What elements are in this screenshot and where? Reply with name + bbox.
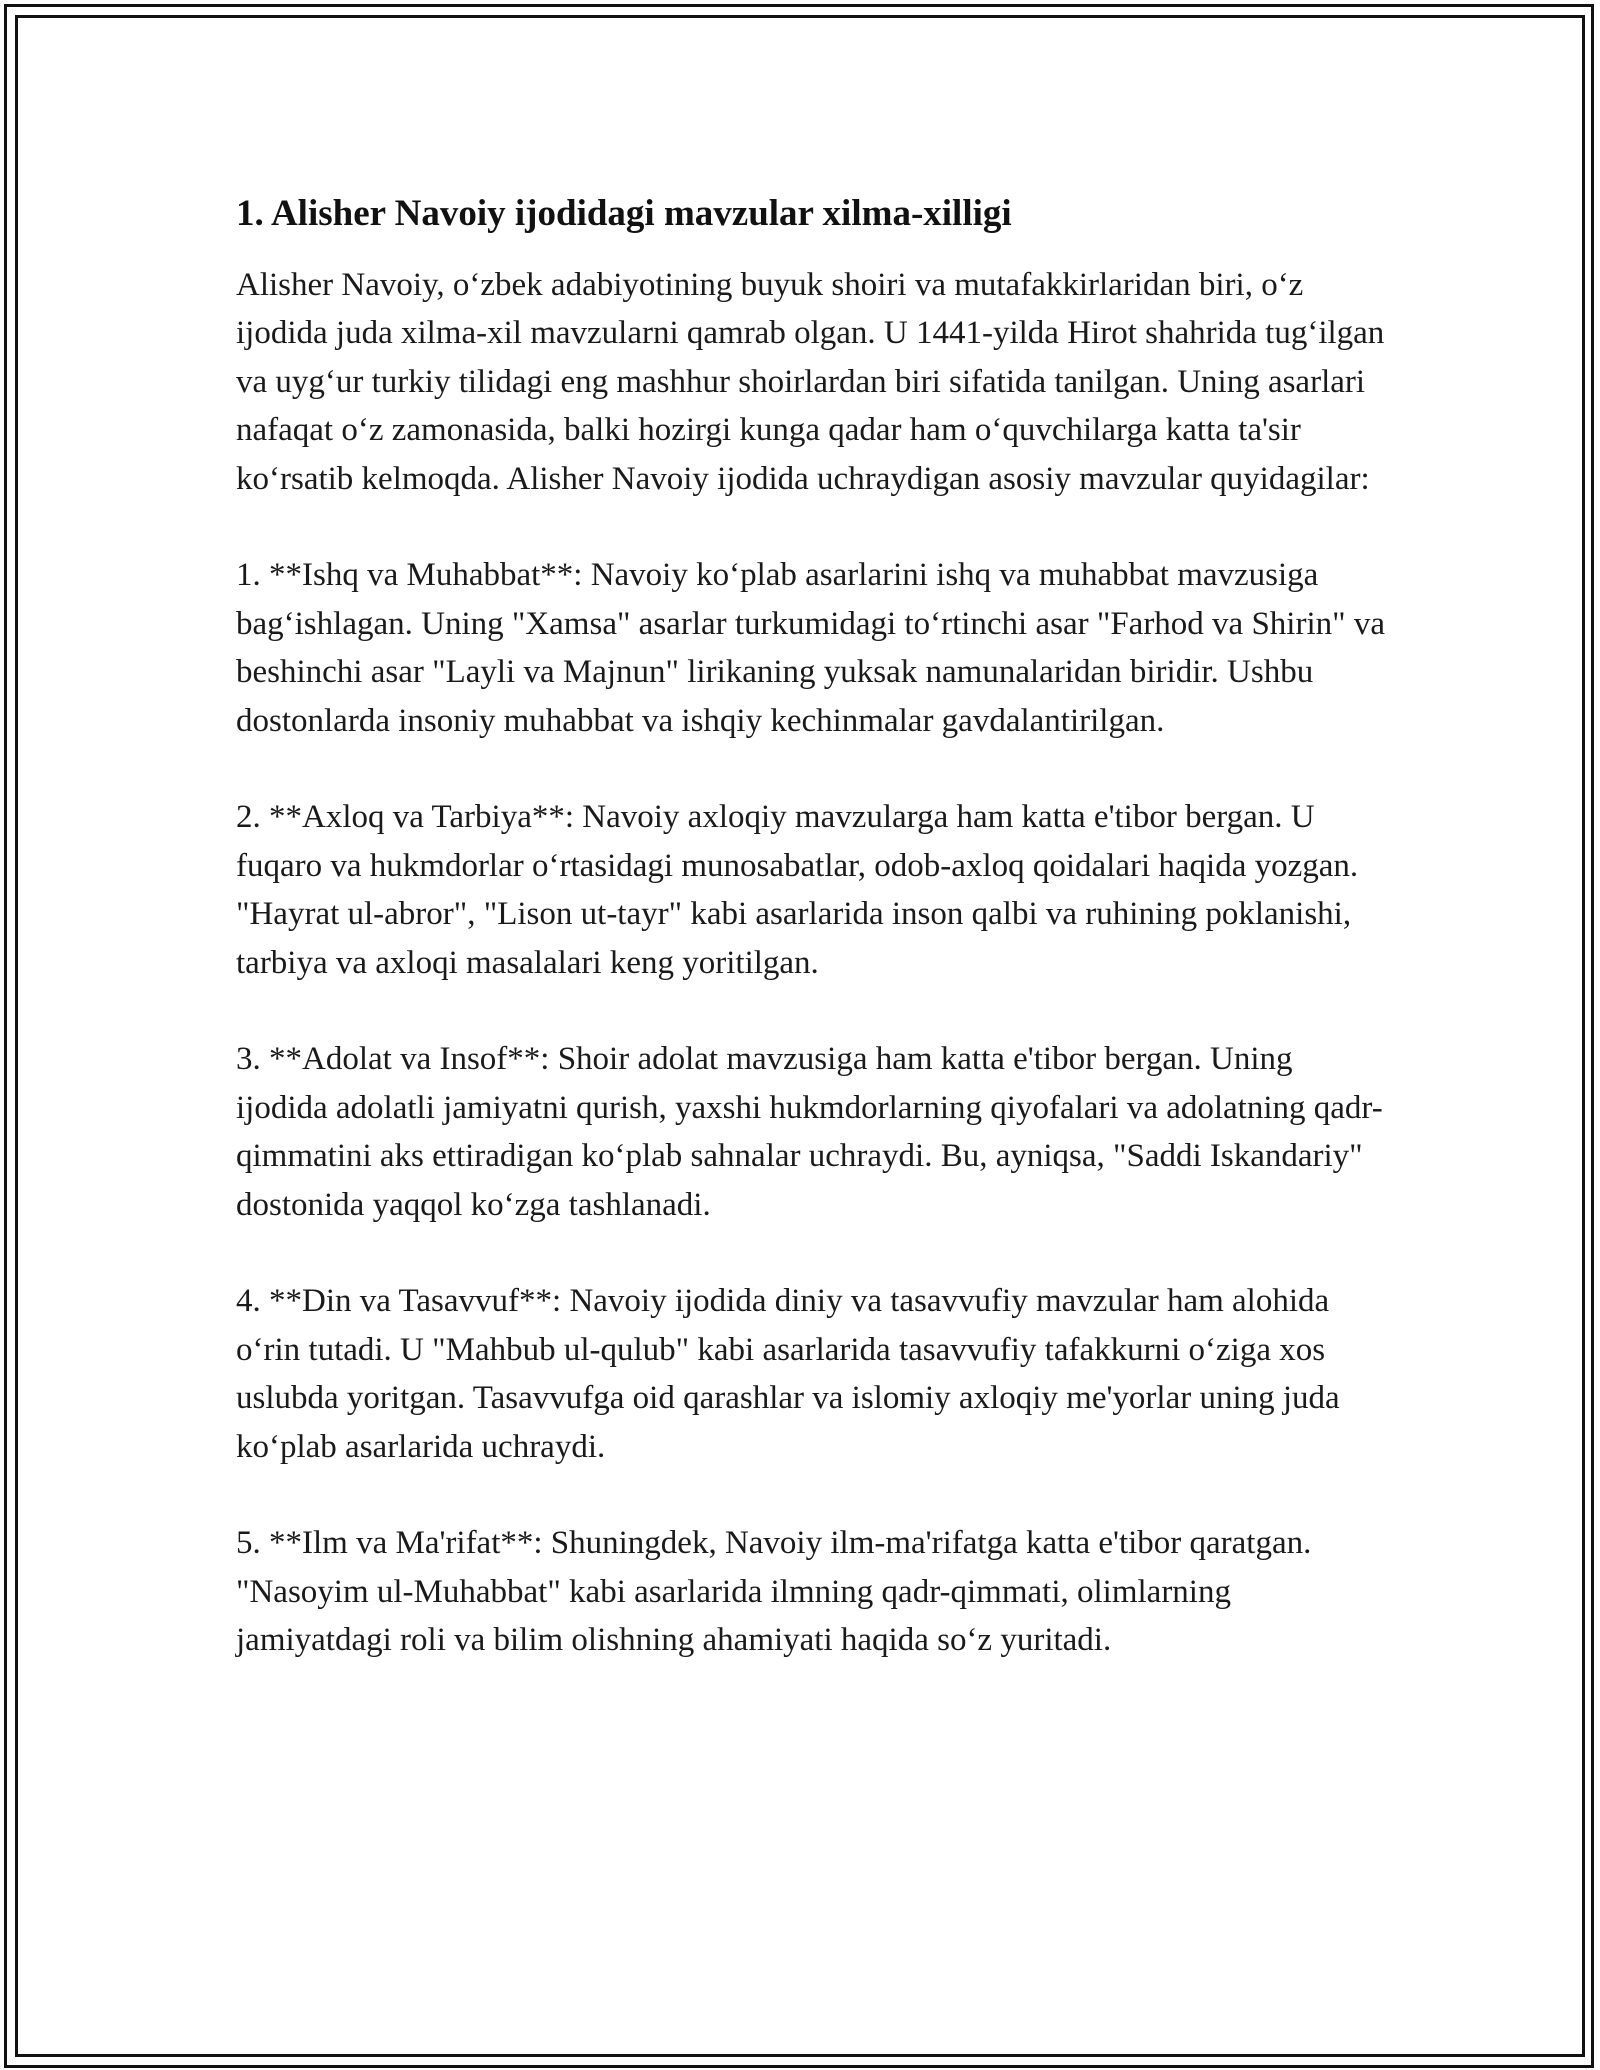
- list-item-axloq-tarbiya: 2. **Axloq va Tarbiya**: Navoiy axloqiy mavzularga ham katta e'tibor bergan. U fuqaro va hukmdorlar o‘rtasidagi munosabatlar, odob-axloq qoidalari haqida yozgan. "Hayrat ul-abror", "Lison ut-tayr" kabi asarlarida inson qalbi va ruhining poklanishi, tarbiya va axloqi masalalari keng yoritilgan.: [236, 799, 1359, 981]
- intro-paragraph: Alisher Navoiy, o‘zbek adabiyotining buyuk shoiri va mutafakkirlaridan biri, o‘z ijodida juda xilma-xil mavzularni qamrab olgan. U 1441-yilda Hirot shahrida tug‘ilgan va uyg‘ur turkiy tilidagi eng mashhur shoirlardan biri sifatida tanilgan. Uning asarlari nafaqat o‘z zamonasida, balki hozirgi kunga qadar ham o‘quvchilarga katta ta'sir ko‘rsatib kelmoqda. Alisher Navoiy ijodida uchraydigan asosiy mavzular quyidagilar:: [236, 267, 1385, 497]
- list-item-ishq-muhabbat: 1. **Ishq va Muhabbat**: Navoiy ko‘plab asarlarini ishq va muhabbat mavzusiga bag‘ishlagan. Uning "Xamsa" asarlar turkumidagi to‘rtinchi asar "Farhod va Shirin" va beshinchi asar "Layli va Majnun" lirikaning yuksak namunalaridan biridir. Ushbu dostonlarda insoniy muhabbat va ishqiy kechinmalar gavdalantirilgan.: [236, 557, 1386, 739]
- list-item-adolat-insof: 3. **Adolat va Insof**: Shoir adolat mavzusiga ham katta e'tibor bergan. Uning ijodida adolatli jamiyatni qurish, yaxshi hukmdorlarning qiyofalari va adolatning qadr-qimmatini aks ettiradigan ko‘plab sahnalar uchraydi. Bu, ayniqsa, "Saddi Iskandariy" dostonida yaqqol ko‘zga tashlanadi.: [236, 1041, 1383, 1223]
- section-title: 1. Alisher Navoiy ijodidagi mavzular xilma-xilligi: [236, 193, 1012, 234]
- document-body: [236, 186, 1386, 1665]
- list-item-din-tasavvuf: 4. **Din va Tasavvuf**: Navoiy ijodida diniy va tasavvufiy mavzular ham alohida o‘rin tutadi. U "Mahbub ul-qulub" kabi asarlarida tasavvufiy tafakkurni o‘ziga xos uslubda yoritgan. Tasavvufga oid qarashlar va islomiy axloqiy me'yorlar uning juda ko‘plab asarlarida uchraydi.: [236, 1283, 1340, 1465]
- list-item-ilm-marifat: 5. **Ilm va Ma'rifat**: Shuningdek, Navoiy ilm-ma'rifatga katta e'tibor qaratgan. "Nasoyim ul-Muhabbat" kabi asarlarida ilmning qadr-qimmati, olimlarning jamiyatdagi roli va bilim olishning ahamiyati haqida so‘z yuritadi.: [236, 1525, 1312, 1659]
